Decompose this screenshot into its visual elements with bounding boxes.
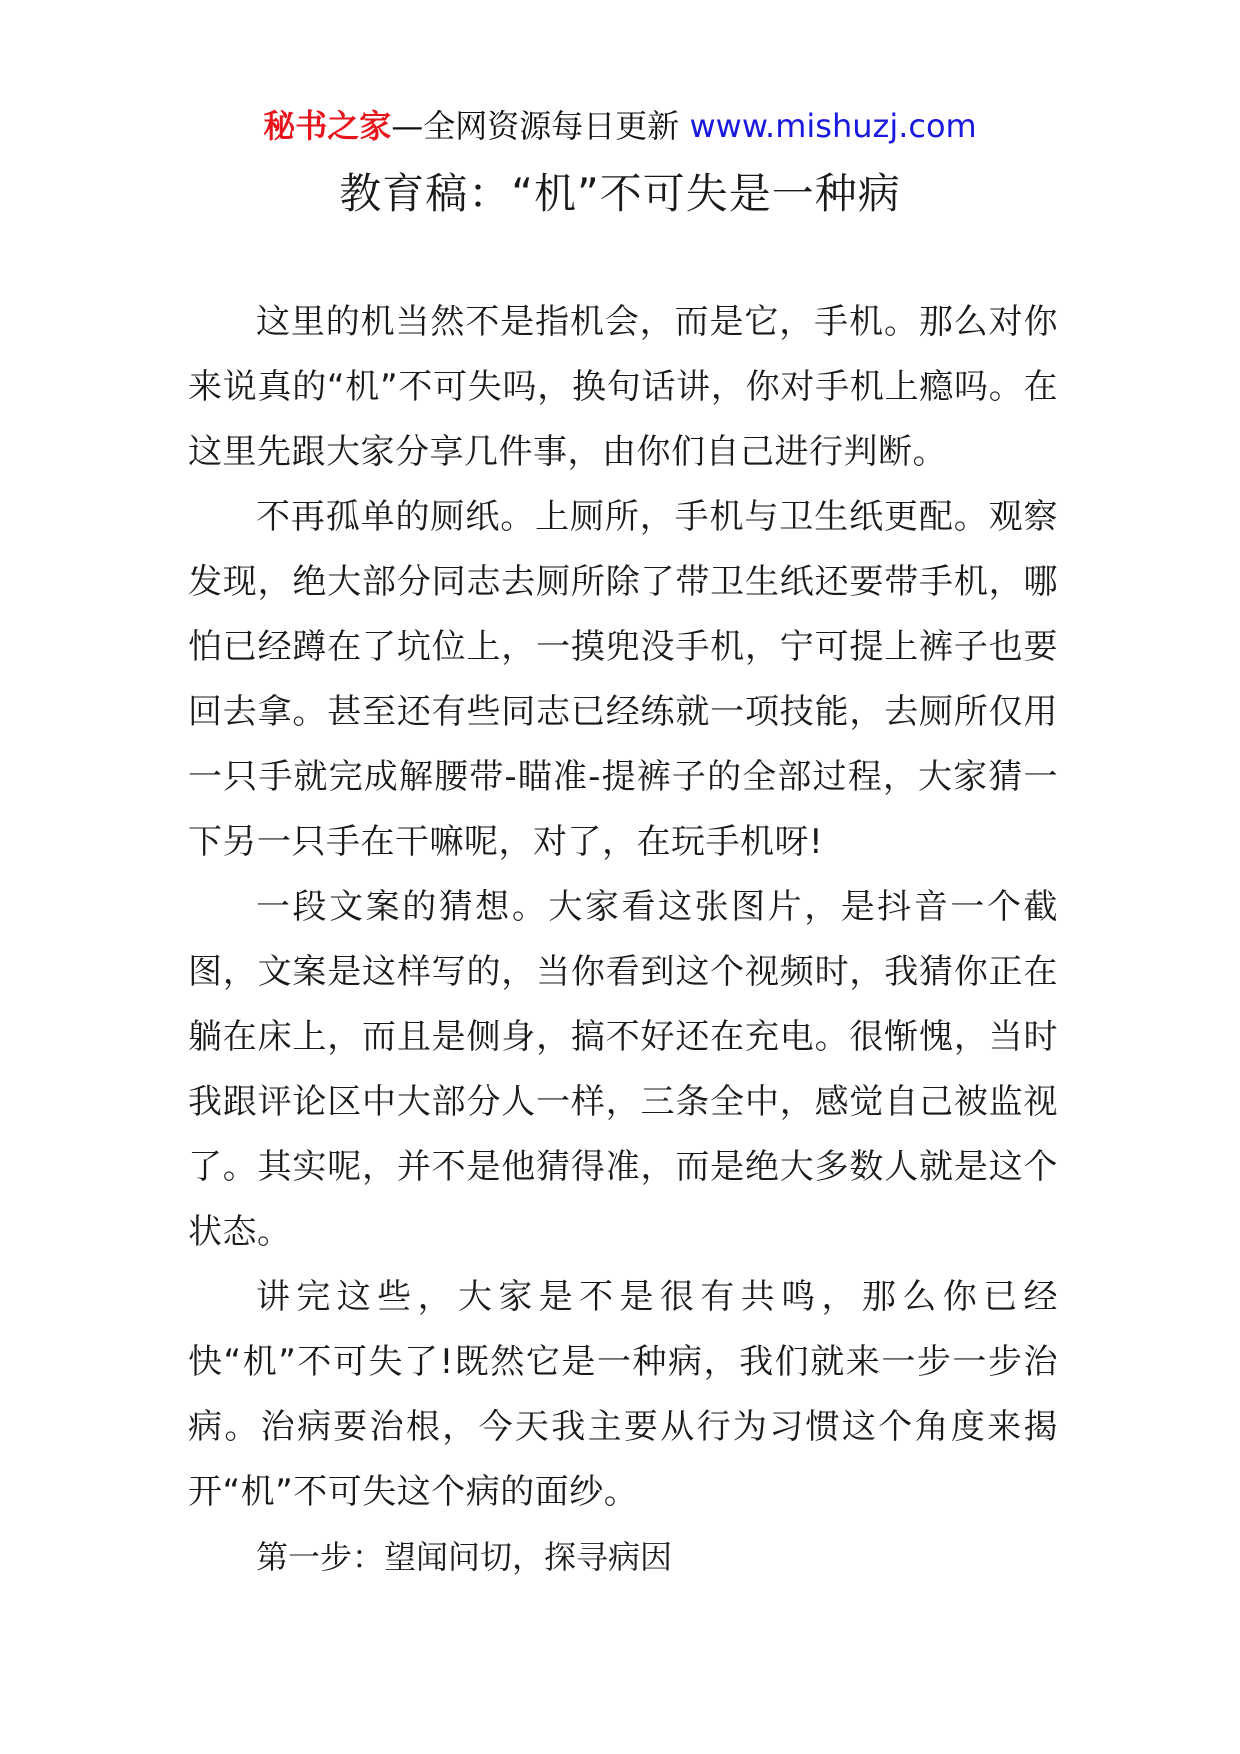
paragraph-resonance: 讲完这些，大家是不是很有共鸣，那么你已经快“机”不可失了!既然它是一种病，我们就来一步一步治病。治病要治根，今天我主要从行为习惯这个角度来揭开“机”不可失这个病的面纱。 [188, 1277, 1058, 1512]
paragraph-intro: 这里的机当然不是指机会，而是它，手机。那么对你来说真的“机”不可失吗，换句话讲，你对手机上瘾吗。在这里先跟大家分享几件事，由你们自己进行判断。 [188, 302, 1058, 472]
site-header [0, 104, 1240, 148]
paragraph-toilet-paper: 不再孤单的厕纸。上厕所，手机与卫生纸更配。观察发现，绝大部分同志去厕所除了带卫生纸还要带手机，哪怕已经蹲在了坑位上，一摸兜没手机，宁可提上裤子也要回去拿。甚至还有些同志已经练就一项技能，去厕所仅用一只手就完成解腰带-瞄准-提裤子的全部过程，大家猜一下另一只手在干嘛呢，对了，在玩手机呀! [188, 497, 1058, 862]
site-slogan: —全网资源每日更新 [391, 107, 690, 145]
brand-name: 秘书之家 [263, 107, 392, 145]
document-body [188, 290, 1058, 1590]
document-title: 教育稿：“机”不可失是一种病 [339, 169, 901, 218]
paragraph-copywriting-guess: 一段文案的猜想。大家看这张图片，是抖音一个截图，文案是这样写的，当你看到这个视频时，我猜你正在躺在床上，而且是侧身，搞不好还在充电。很惭愧，当时我跟评论区中大部分人一样，三条全中，感觉自己被监视了。其实呢，并不是他猜得准，而是绝大多数人就是这个状态。 [188, 887, 1058, 1252]
site-url-link[interactable]: www.mishuzj.com [689, 107, 977, 145]
step-one-heading: 第一步：望闻问切，探寻病因 [256, 1538, 673, 1576]
